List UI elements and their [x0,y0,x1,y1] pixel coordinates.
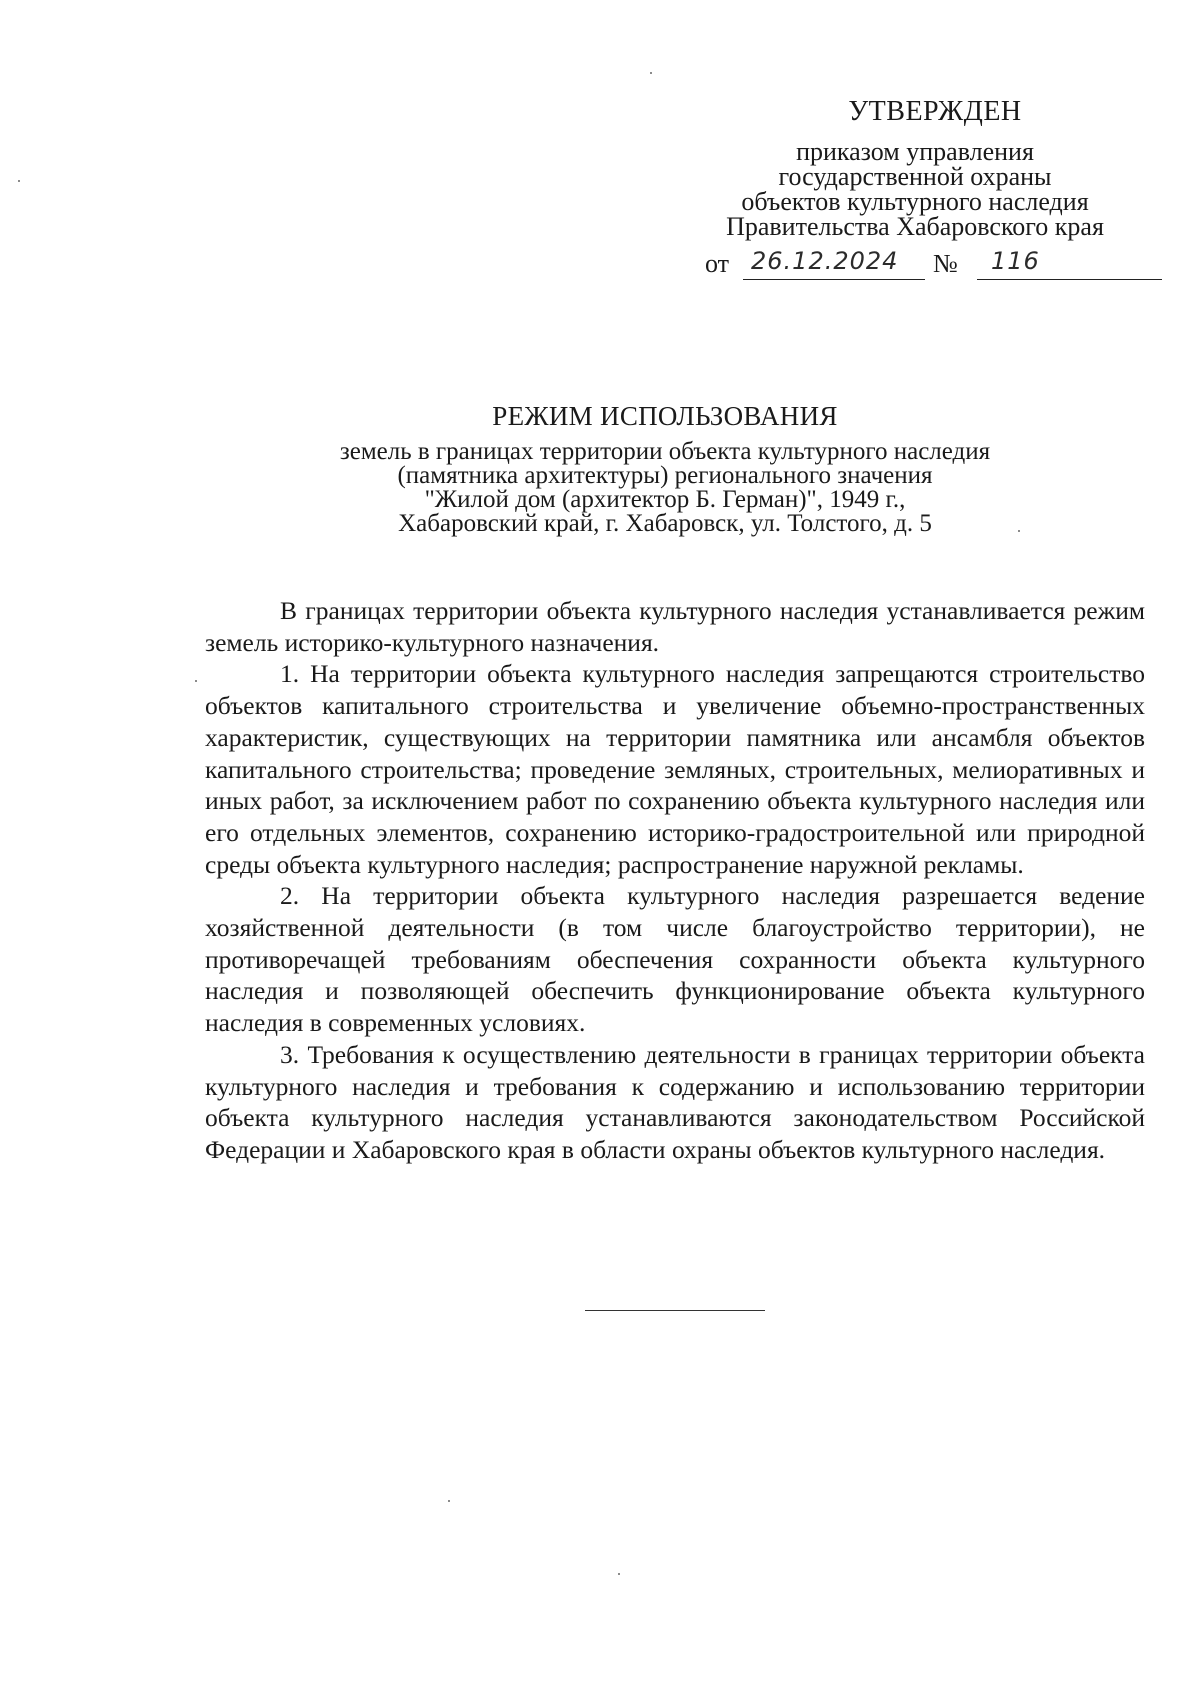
subtitle-line: (памятника архитектуры) регионального значения [397,462,933,489]
approval-title: УТВЕРЖДЕН [848,96,1022,127]
order-reference [705,245,1165,281]
body-paragraph-2: 2. На территории объекта культурного наследия разрешается ведение хозяйственной деятельности (в том числе благоустройство территории), не противоречащей требованиям обеспечения сохранности объекта культурного наследия и позволяющей обеспечить функционирование объекта культурного наследия в современных условиях. [205,881,1145,1038]
approval-line: приказом управления [796,137,1034,166]
approval-line: Правительства Хабаровского края [726,212,1104,241]
approval-authority [700,139,1130,239]
document-subtitle [200,440,1130,536]
document-title: РЕЖИМ ИСПОЛЬЗОВАНИЯ [492,401,838,431]
scan-speck [195,680,197,682]
subtitle-line: земель в границах территории объекта культурного наследия [339,438,991,465]
document-body [205,595,1145,1166]
scan-speck [650,72,652,74]
order-date-label: от [705,249,730,278]
approval-line: объектов культурного наследия [741,187,1089,216]
order-date-field [743,245,925,280]
subtitle-line: Хабаровский край, г. Хабаровск, ул. Толстого, д. 5 [398,510,932,537]
document-heading [200,400,1130,536]
scan-speck [1018,530,1020,532]
approval-line: государственной охраны [778,162,1052,191]
body-paragraph-intro: В границах территории объекта культурного наследия устанавливается режим земель историко-культурного назначения. [205,596,1145,657]
scan-speck [448,1500,450,1502]
approval-stamp-block [700,95,1130,239]
scan-speck [18,180,20,182]
body-paragraph-1: 1. На территории объекта культурного наследия запрещаются строительство объектов капитального строительства и увеличение объемно-пространственных характеристик, существующих на территории памятника или ансамбля объектов капитального строительства; проведение земляных, строительных, мелиоративных и иных работ, за исключением работ по сохранению объекта культурного наследия или его отдельных элементов, сохранению историко-градостроительной или природной среды объекта культурного наследия; распространение наружной рекламы. [205,659,1145,879]
order-number-handwritten: 116 [991,247,1040,275]
body-paragraph-3: 3. Требования к осуществлению деятельности в границах территории объекта культурного наследия и требования к содержанию и использованию территории объекта культурного наследия устанавливаются законодательством Российской Федерации и Хабаровского края в области охраны объектов культурного наследия. [205,1039,1145,1164]
order-number-label: № [933,249,958,278]
order-date-handwritten: 26.12.2024 [751,247,899,275]
scan-speck [618,1573,620,1575]
subtitle-line: "Жилой дом (архитектор Б. Герман)", 1949 г., [424,486,906,513]
closing-divider [585,1310,765,1311]
order-number-field [977,245,1162,280]
